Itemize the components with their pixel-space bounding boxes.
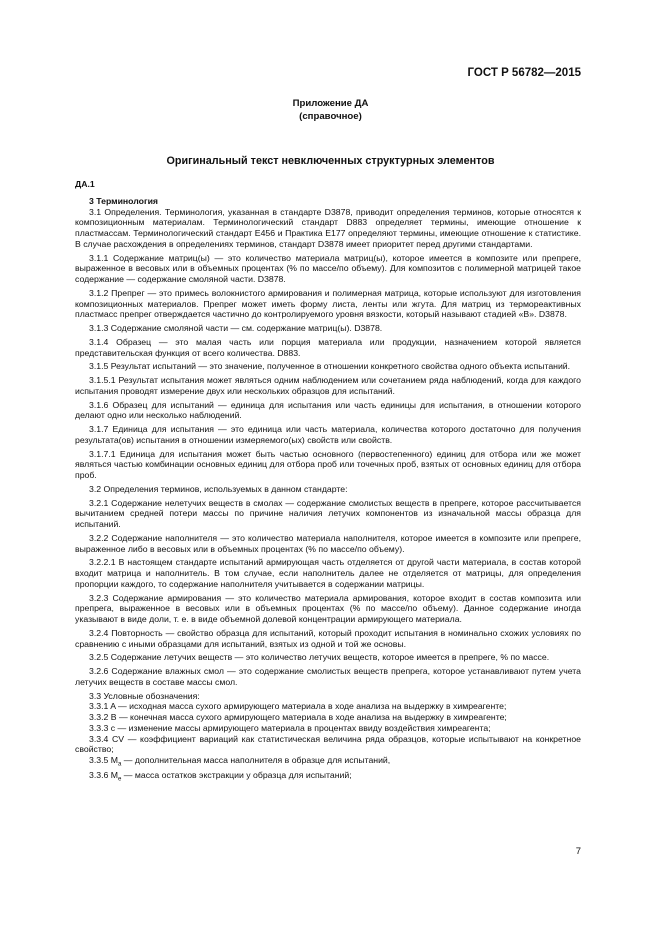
paragraph-3-3-4: 3.3.4 CV — коэффициент вариаций как статистическая величина ряда образцов, которые испытывают на конкретное свойство; bbox=[75, 733, 581, 755]
paragraph-3-3-2: 3.3.2 B — конечная масса сухого армирующего материала в ходе анализа на выдержку в химреагенте; bbox=[89, 712, 507, 722]
page-number: 7 bbox=[575, 846, 581, 857]
paragraph-3-2-6: 3.2.6 Содержание влажных смол — это содержание смолистых веществ препрега, которое устанавливают путем учета летучих веществ в составе массы смол. bbox=[75, 666, 581, 687]
appendix-subtitle: (справочное) bbox=[299, 111, 362, 122]
paragraph-3-2-5: 3.2.5 Содержание летучих веществ — это количество летучих веществ, которое имеется в препреге, % по массе. bbox=[89, 652, 550, 663]
paragraph-3-2-1: 3.2.1 Содержание нелетучих веществ в смолах — содержание смолистых веществ в препреге, которое рассчитывается вычитанием средней потери массы по причине наличия летучих компонентов из изначальной массы образца для испытаний. bbox=[75, 497, 581, 529]
paragraph-3-3-3: 3.3.3 c — изменение массы армирующего материала в процентах ввиду воздействия химреагента; bbox=[89, 722, 491, 733]
standard-code: ГОСТ Р 56782—2015 bbox=[467, 67, 581, 79]
paragraph-3-2-3: 3.2.3 Содержание армирования — это количество материала армирования, которое входит в состав композита или препрега, выраженное в весовых или в объемных процентах (% по массе/по объему). Данное содержание иногда указывают в виде доли, т. е. в виде объемной долевой концентрации армирующего материала. bbox=[75, 592, 581, 624]
symbol-3-3-6-text: — масса остатков экстракции у образца для испытаний; bbox=[121, 770, 352, 781]
paragraph-3-1-7: 3.1.7 Единица для испытания — это единица или часть материала, количества которого достаточно для получения результата(ов) испытания в отношении измеряемого(ых) свойств или свойств. bbox=[75, 424, 581, 445]
paragraph-3-2-2-1: 3.2.2.1 В настоящем стандарте испытаний армирующая часть отделяется от другой части материала, в состав которой входит матрица и наполнитель. В том случае, если наполнитель далее не отделяется от матрицы, для определения пропорции каждого, то содержание наполнителя учитывается в содержании матрицы. bbox=[75, 557, 581, 589]
symbol-3-3-6-subscript: e bbox=[117, 776, 122, 784]
section-label: ДА.1 bbox=[75, 179, 95, 189]
paragraph-3-2-2: 3.2.2 Содержание наполнителя — это количество материала наполнителя, которое имеется в композите или препреге, выраженное либо в весовых или в объемных процентах (% по массе/по объему). bbox=[75, 532, 581, 554]
paragraph-3-1-6: 3.1.6 Образец для испытаний — единица для испытания или часть единицы для испытания, в отношении которого делают одно или несколько наблюдений. bbox=[75, 399, 581, 421]
paragraph-3-1-5-1: 3.1.5.1 Результат испытания может являться одним наблюдением или сочетанием ряда наблюдений, когда для каждого испытания проводят измерение двух или нескольких образцов для испытаний. bbox=[75, 375, 581, 396]
paragraph-3-1-1: 3.1.1 Содержание матриц(ы) — это количество материала матриц(ы), которое имеется в композите или препреге, выраженное в весовых или в объемных процентах (% по массе/по объему). Для композитов с полимерной матрицей такое содержание — содержание смоляной части. D3878. bbox=[75, 252, 581, 284]
paragraph-3-2: 3.2 Определения терминов, используемых в данном стандарте: bbox=[89, 483, 348, 494]
paragraph-3-1-2: 3.1.2 Препрег — это примесь волокнистого армирования и полимерная матрица, которые используют для изготовления композиционных материалов. Препрег может иметь форму листа, ленты или жгута. Для матриц из термореактивных пластмасс препрег отверждается частично до контролируемого уровня вязкости, который называют стадией «B». D3878. bbox=[75, 287, 581, 320]
paragraph-3-3: 3.3 Условные обозначения: bbox=[89, 690, 200, 701]
appendix-title: Приложение ДА bbox=[292, 98, 369, 109]
body-text bbox=[75, 179, 581, 786]
symbol-3-3-6-label: 3.3.6 M bbox=[89, 770, 118, 781]
paragraph-3-3-5 bbox=[75, 755, 581, 770]
paragraph-3-1-3: 3.1.3 Содержание смоляной части — см. содержание матриц(ы). D3878. bbox=[89, 323, 383, 333]
paragraph-3-3-1: 3.3.1 A — исходная масса сухого армирующего материала в ходе анализа на выдержку в химреагенте; bbox=[89, 701, 507, 712]
paragraph-3-1-7-1: 3.1.7.1 Единица для испытания может быть частью основного (первостепенного) единиц для отбора или же может являться частью комбинации основных единиц для отбора проб или точечных проб, взятых от основных единиц для отбора проб. bbox=[75, 448, 581, 480]
paragraph-3-3-6 bbox=[75, 770, 581, 785]
section-title: 3 Терминология bbox=[89, 195, 158, 206]
paragraph-3-1-5: 3.1.5 Результат испытаний — это значение, полученное в отношении конкретного свойства одного объекта испытаний. bbox=[89, 361, 571, 372]
paragraph-3-1: 3.1 Определения. Терминология, указанная в стандарте D3878, приводит определения терминов, которые относятся к композиционным материалам. Терминологический стандарт D883 определяет термины, имеющие отношение к пластмассам. Терминологический стандарт E456 и Практика E177 определяют термины, имеющие отношение к статистике. В случае расхождения в определениях терминов, стандарт D3878 имеет приоритет перед другими стандартами. bbox=[75, 206, 581, 249]
appendix-title-block bbox=[0, 97, 661, 123]
paragraph-3-1-4: 3.1.4 Образец — это малая часть или порция материала или продукции, назначением которой является представительская функция от всего количества. D883. bbox=[75, 336, 581, 358]
symbol-3-3-5-subscript: a bbox=[117, 760, 122, 768]
symbol-3-3-5-label: 3.3.5 M bbox=[89, 755, 118, 765]
section-heading: Оригинальный текст невключенных структурных элементов bbox=[166, 155, 495, 167]
symbol-3-3-5-text: — дополнительная масса наполнителя в образце для испытаний, bbox=[121, 755, 391, 765]
paragraph-3-2-4: 3.2.4 Повторность — свойство образца для испытаний, который проходит испытания в номинально схожих условиях по сравнению с иными образцами для испытаний, взятых из одной и той же основы. bbox=[75, 627, 581, 649]
